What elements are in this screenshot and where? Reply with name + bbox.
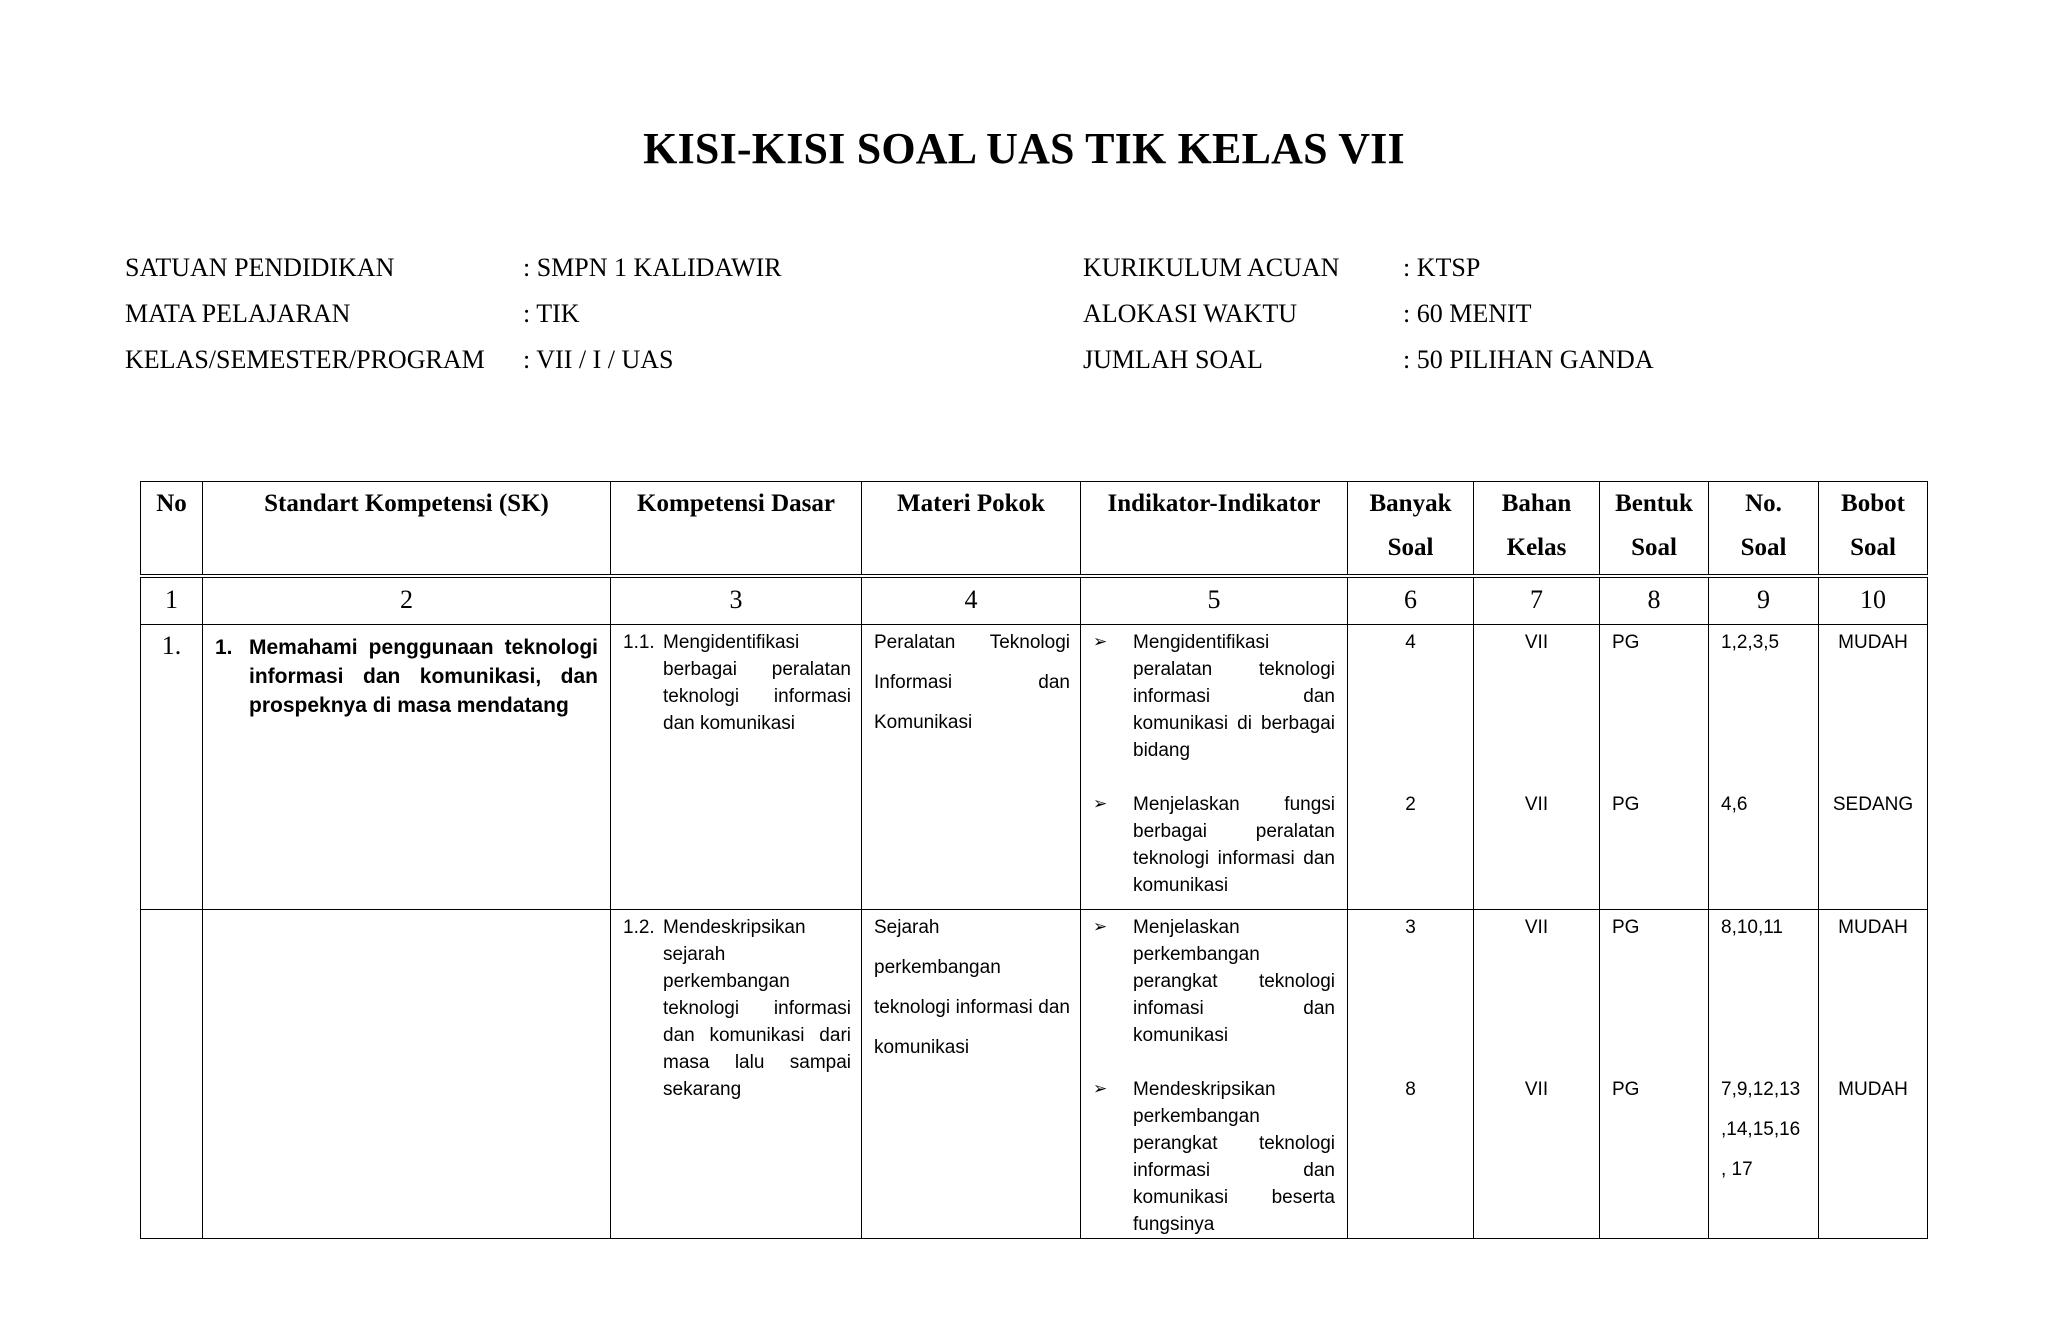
document-title: KISI-KISI SOAL UAS TIK KELAS VII (643, 124, 1405, 173)
bobot-soal-value: MUDAH (1838, 632, 1908, 653)
column-header-line1: No (156, 490, 187, 517)
indicator-item (1093, 791, 1335, 899)
column-header-line1: Bobot (1841, 490, 1905, 517)
sk-content (215, 633, 598, 720)
sk-number: 1. (215, 636, 233, 659)
column-header (1600, 482, 1709, 577)
kd-cell (611, 625, 862, 910)
info-row-kelas (125, 345, 825, 375)
bahan-kelas-value: VII (1524, 1079, 1549, 1100)
info-row-jumlah (1083, 345, 1783, 375)
column-header-line1: Bentuk (1615, 490, 1693, 517)
column-number: 6 (1348, 576, 1474, 625)
info-label: MATA PELAJARAN (125, 299, 351, 328)
column-header (1474, 482, 1600, 577)
table-row (141, 910, 1928, 1239)
column-number: 4 (862, 576, 1081, 625)
bentuk-soal-value: PG (1612, 632, 1640, 653)
column-header-line2: Soal (1387, 534, 1434, 561)
column-header-line1: No. (1745, 490, 1782, 517)
bahan-kelas-cell (1474, 910, 1600, 1239)
no-soal-value: 1,2,3,5 (1721, 632, 1780, 653)
column-header (1709, 482, 1819, 577)
row-number: 1. (141, 625, 203, 910)
arrow-bullet-icon: ➢ (1093, 794, 1108, 814)
column-header (862, 482, 1081, 577)
bentuk-soal-value: PG (1612, 917, 1640, 938)
banyak-soal-value: 4 (1405, 632, 1416, 653)
column-header-line2: Kelas (1506, 534, 1567, 561)
column-number: 8 (1600, 576, 1709, 625)
info-label: KELAS/SEMESTER/PROGRAM (125, 345, 485, 374)
bobot-soal-value: MUDAH (1838, 917, 1908, 938)
banyak-soal-value: 8 (1405, 1079, 1416, 1100)
column-number: 5 (1081, 576, 1348, 625)
bentuk-soal-value: PG (1612, 1079, 1640, 1100)
no-soal-value: 8,10,11 (1721, 917, 1783, 938)
indicator-cell (1081, 625, 1348, 910)
indicator-item (1093, 914, 1335, 1076)
materi-cell (862, 625, 1081, 910)
indicator-item (1093, 1076, 1335, 1238)
bentuk-soal-cell (1600, 910, 1709, 1239)
no-soal-value: 7,9,12,13 ,14,15,16 , 17 (1721, 1079, 1801, 1180)
column-number: 10 (1819, 576, 1928, 625)
bentuk-soal-cell (1600, 625, 1709, 910)
materi-text: Sejarah perkembangan teknologi informasi dan komunikasi (874, 917, 1070, 1058)
banyak-soal-value: 3 (1405, 917, 1416, 938)
indicator-text: Menjelaskan fungsi berbagai peralatan teknologi informasi dan komunikasi (1133, 794, 1335, 896)
sk-text: Memahami penggunaan teknologi informasi dan komunikasi, dan prospeknya di masa mendatang (249, 636, 598, 717)
sk-cell (203, 625, 611, 910)
column-header (611, 482, 862, 577)
info-row-mapel (125, 299, 825, 329)
sk-cell (203, 910, 611, 1239)
info-label: ALOKASI WAKTU (1083, 299, 1298, 328)
banyak-soal-cell (1348, 625, 1474, 910)
info-value: : KTSP (1403, 253, 1481, 282)
column-header (1081, 482, 1348, 577)
indicator-text: Mendeskripsikan perkembangan perangkat teknologi informasi dan komunikasi beserta fungsinya (1133, 1079, 1335, 1235)
info-value: : TIK (523, 299, 580, 328)
banyak-soal-cell (1348, 910, 1474, 1239)
arrow-bullet-icon: ➢ (1093, 917, 1108, 937)
table-row (141, 625, 1928, 910)
materi-text: Peralatan Teknologi Informasi dan Komunikasi (874, 632, 1070, 733)
kd-number: 1.1. (623, 632, 655, 653)
no-soal-value: 4,6 (1721, 794, 1748, 815)
bentuk-soal-value: PG (1612, 794, 1640, 815)
column-number-row (141, 576, 1928, 625)
indicator-item (1093, 629, 1335, 791)
column-number: 1 (141, 576, 203, 625)
info-row-satuan (125, 253, 825, 283)
column-header-line1: Indikator-Indikator (1107, 490, 1321, 517)
info-label: SATUAN PENDIDIKAN (125, 253, 395, 282)
bahan-kelas-cell (1474, 625, 1600, 910)
column-header-line1: Standart Kompetensi (SK) (264, 490, 549, 517)
column-header-line1: Materi Pokok (897, 490, 1045, 517)
column-header-line1: Banyak (1369, 490, 1452, 517)
arrow-bullet-icon: ➢ (1093, 632, 1108, 652)
column-header-line1: Bahan (1501, 490, 1572, 517)
row-number (141, 910, 203, 1239)
column-number: 7 (1474, 576, 1600, 625)
kd-text: Mendeskripsikan sejarah perkembangan teknologi informasi dan komunikasi dari masa lalu sampai sekarang (663, 917, 851, 1100)
indicator-text: Mengidentifikasi peralatan teknologi informasi dan komunikasi di berbagai bidang (1133, 632, 1335, 761)
info-row-alokasi (1083, 299, 1783, 329)
column-header (1819, 482, 1928, 577)
column-header-line2: Soal (1631, 534, 1677, 561)
no-soal-cell (1709, 625, 1819, 910)
kd-number: 1.2. (623, 917, 655, 938)
kd-content (623, 629, 851, 737)
column-header (203, 482, 611, 577)
kisi-kisi-table (140, 481, 1928, 1239)
arrow-bullet-icon: ➢ (1093, 1079, 1108, 1099)
materi-cell (862, 910, 1081, 1239)
column-number: 3 (611, 576, 862, 625)
column-header (1348, 482, 1474, 577)
bahan-kelas-value: VII (1524, 794, 1549, 815)
kd-text: Mengidentifikasi berbagai peralatan teknologi informasi dan komunikasi (663, 632, 851, 734)
info-row-kurikulum (1083, 253, 1783, 283)
no-soal-cell (1709, 910, 1819, 1239)
kd-content (623, 914, 851, 1103)
info-value: : SMPN 1 KALIDAWIR (523, 253, 782, 282)
banyak-soal-value: 2 (1405, 794, 1416, 815)
bobot-soal-value: MUDAH (1838, 1079, 1908, 1100)
info-label: KURIKULUM ACUAN (1083, 253, 1340, 282)
kd-cell (611, 910, 862, 1239)
info-value: : VII / I / UAS (523, 345, 674, 374)
bobot-soal-cell (1819, 910, 1928, 1239)
indicator-cell (1081, 910, 1348, 1239)
bobot-soal-cell (1819, 625, 1928, 910)
column-number: 9 (1709, 576, 1819, 625)
bobot-soal-value: SEDANG (1832, 794, 1914, 815)
column-header-line1: Kompetensi Dasar (637, 490, 835, 517)
column-header-line2: Soal (1850, 534, 1896, 561)
info-value: : 60 MENIT (1403, 299, 1532, 328)
column-header-line2: Soal (1740, 534, 1787, 561)
bahan-kelas-value: VII (1524, 632, 1549, 653)
bahan-kelas-value: VII (1524, 917, 1549, 938)
column-number: 2 (203, 576, 611, 625)
column-header (141, 482, 203, 577)
info-value: : 50 PILIHAN GANDA (1403, 345, 1654, 374)
table-header-row (141, 482, 1928, 577)
info-label: JUMLAH SOAL (1083, 345, 1263, 374)
indicator-text: Menjelaskan perkembangan perangkat teknologi infomasi dan komunikasi (1133, 917, 1335, 1046)
